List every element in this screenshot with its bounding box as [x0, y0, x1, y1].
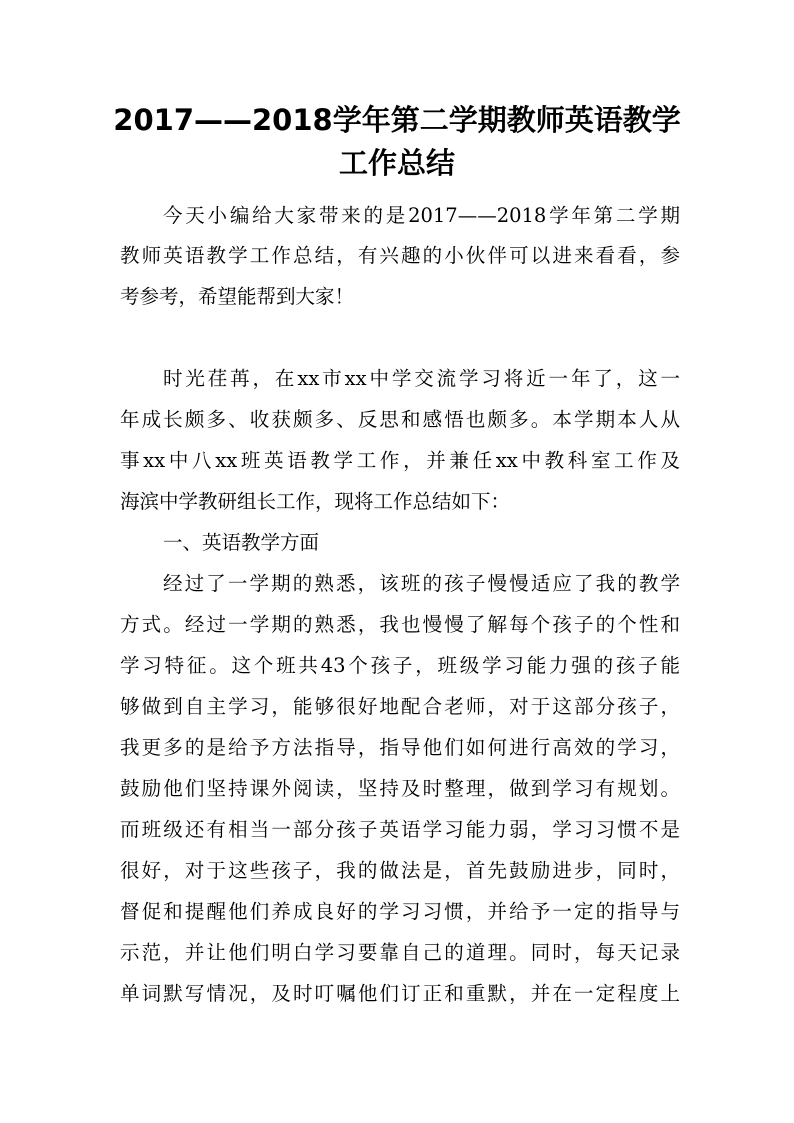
overview-paragraph-line: 年成长颇多、收获颇多、反思和感悟也颇多。本学期本人从 [120, 408, 680, 431]
teaching-paragraph-line: 示范，并让他们明白学习要靠自己的道理。同时，每天记录 [120, 941, 680, 964]
teaching-paragraph-line: 我更多的是给予方法指导，指导他们如何进行高效的学习， [120, 736, 680, 759]
teaching-paragraph-line: 学习特征。这个班共43个孩子，班级学习能力强的孩子能 [120, 654, 680, 677]
teaching-paragraph-line: 而班级还有相当一部分孩子英语学习能力弱，学习习惯不是 [120, 818, 680, 841]
overview-paragraph-line: 时光荏苒，在xx市xx中学交流学习将近一年了，这一 [163, 367, 680, 390]
teaching-paragraph-line: 很好，对于这些孩子，我的做法是，首先鼓励进步，同时， [120, 859, 680, 882]
document-title-line-1: 2017——2018学年第二学期教师英语教学 [113, 103, 681, 137]
intro-paragraph-line: 考参考，希望能帮到大家！ [120, 285, 355, 308]
teaching-paragraph-line: 单词默写情况，及时叮嘱他们订正和重默，并在一定程度上 [120, 982, 680, 1005]
teaching-paragraph-line: 鼓励他们坚持课外阅读，坚持及时整理，做到学习有规划。 [120, 777, 680, 800]
intro-paragraph-line: 今天小编给大家带来的是2017——2018学年第二学期 [163, 204, 680, 227]
section-heading: 一、英语教学方面 [163, 531, 320, 554]
teaching-paragraph-line: 督促和提醒他们养成良好的学习习惯，并给予一定的指导与 [120, 900, 680, 923]
intro-paragraph-line: 教师英语教学工作总结，有兴趣的小伙伴可以进来看看，参 [120, 244, 680, 267]
teaching-paragraph-line: 够做到自主学习，能够很好地配合老师，对于这部分孩子， [120, 695, 680, 718]
overview-paragraph-line: 海滨中学教研组长工作，现将工作总结如下： [120, 490, 511, 513]
document-title-line-2: 工作总结 [338, 146, 455, 180]
overview-paragraph-line: 事xx中八xx班英语教学工作，并兼任xx中教科室工作及 [120, 449, 680, 472]
teaching-paragraph-line: 经过了一学期的熟悉，该班的孩子慢慢适应了我的教学 [163, 572, 680, 595]
teaching-paragraph-line: 方式。经过一学期的熟悉，我也慢慢了解每个孩子的个性和 [120, 613, 680, 636]
